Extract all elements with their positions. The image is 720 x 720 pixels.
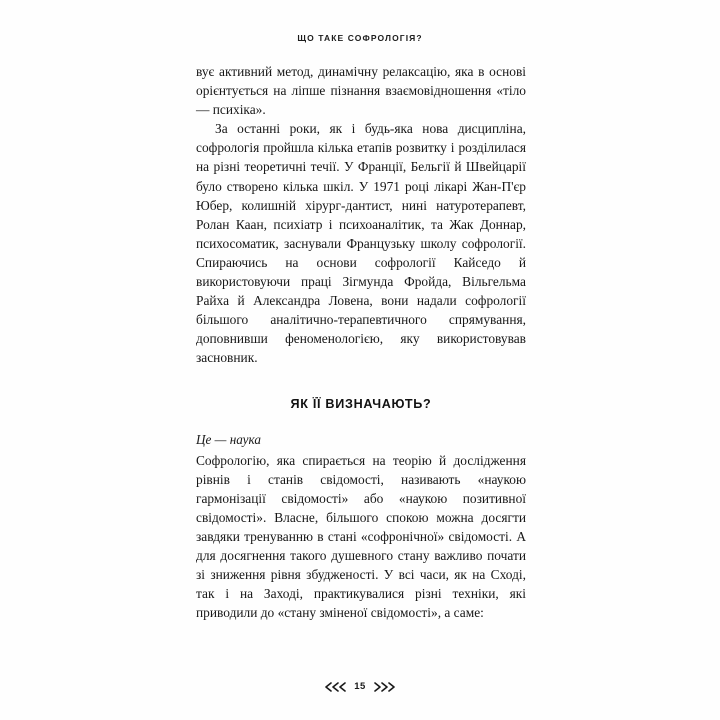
- running-head: ЩО ТАКЕ СОФРОЛОГІЯ?: [297, 33, 423, 43]
- page-footer: [0, 681, 720, 692]
- section-heading: ЯК ЇЇ ВИЗНАЧАЮТЬ?: [290, 396, 432, 411]
- paragraph: За останні роки, як і будь-яка нова дисципліна, софрологія пройшла кілька етапів розвитку і розділилася на різні теоретичні течії. У Франції, Бельгії й Швейцарії було створено кілька шкіл. У 1971 році лікарі Жан-П'єр Юбер, колишній хірург-дантист, нині натуротерапевт, Ролан Каан, психіатр і психоаналітик, та Жак Доннар, психосоматик, заснували Французьку школу софрології. Спираючись на основи софрології Кайседо й використовуючи праці Зігмунда Фройда, Вільгельма Райха й Александра Ловена, вони надали софрології більшого аналітично-терапевтичного спрямування, доповнивши феноменологією, яку використовував засновник.: [196, 121, 526, 366]
- paragraph: Софрологію, яка спирається на теорію й дослідження рівнів і станів свідомості, називають «наукою гармонізації свідомості» або «наукою позитивної свідомості». Власне, більшого спокою можна досягти завдяки тренуванню в стані «софронічної» свідомості. А для досягнення такого душевного стану важливо почати зі зниження рівня збудженості. У всі часи, як на Сході, так і на Заході, практикувалися різні техніки, які приводили до «стану зміненої свідомості», а саме:: [196, 452, 526, 621]
- paragraph: вує активний метод, динамічну релаксацію, яка в основі орієнтується на ліпше пізнання взаємовідношення «тіло — психіка».: [196, 64, 526, 118]
- subheading: Це — наука: [196, 431, 261, 447]
- chevrons-right-icon: [373, 682, 397, 692]
- page-number: 15: [354, 681, 366, 692]
- chevrons-left-icon: [323, 682, 347, 692]
- text-column: [196, 62, 526, 622]
